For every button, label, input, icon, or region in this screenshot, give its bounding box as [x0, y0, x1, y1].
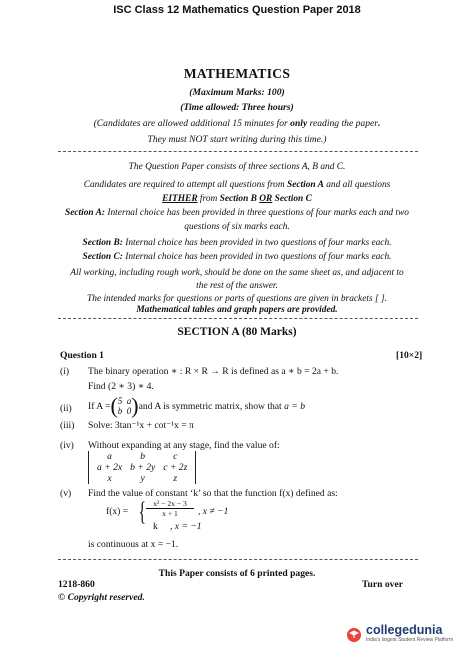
determinant-cell: c [173, 451, 178, 462]
instr-working: All working, including rough work, should be done on the same sheet as, and adjacent to [70, 268, 404, 278]
max-marks: (Maximum Marks: 100) [189, 87, 285, 98]
determinant-row [93, 451, 191, 462]
part-i-text-2: Find (2 ∗ 3) ∗ 4. [88, 381, 154, 392]
instr-attempt: Candidates are required to attempt all questions from Section A and all questions [83, 180, 391, 190]
determinant [88, 451, 196, 484]
determinant-cell: z [173, 473, 178, 484]
determinant-cell: b + 2y [130, 462, 156, 473]
part-ii-number: (ii) [60, 403, 72, 414]
logo-tagline: India's largest Student Review Platform [366, 637, 454, 643]
part-iii-number: (iii) [60, 420, 75, 431]
page-header: ISC Class 12 Mathematics Question Paper 2018 [113, 4, 361, 16]
divider [58, 318, 418, 319]
paper-title: MATHEMATICS [183, 66, 291, 81]
part-ii-text: If A = ( 5 a b 0 ) and A is symmetric matrix, show that a = b [88, 393, 305, 418]
instr-either: EITHER from Section B OR Section C [162, 194, 312, 204]
graduation-cap-icon [346, 626, 362, 642]
divider [58, 559, 418, 560]
reading-time-note: They must NOT start writing during this time.) [147, 134, 327, 145]
determinant-cell: a + 2x [97, 462, 123, 473]
determinant-row [93, 462, 191, 473]
footer-pages: This Paper consists of 6 printed pages. [158, 568, 316, 579]
brace: { [138, 497, 146, 526]
instr-sec-c: Section C: Internal choice has been provided in two questions of four marks each. [82, 252, 392, 262]
determinant-cell: c + 2z [163, 462, 188, 473]
logo-name: collegedunia [366, 623, 443, 637]
piecewise-cond-2: , x = −1 [170, 521, 202, 532]
determinant-row [93, 473, 191, 484]
part-iii-text: Solve: 3tan⁻¹x + cot⁻¹x = π [88, 420, 194, 431]
instr-sections: The Question Paper consists of three sections A, B and C. [128, 162, 346, 172]
copyright: © Copyright reserved. [58, 592, 145, 603]
matrix-a: 5 a b 0 [117, 396, 132, 416]
time-allowed: (Time allowed: Three hours) [180, 102, 294, 113]
instr-sec-a: Section A: Internal choice has been provided in three questions of four marks each and two [65, 208, 409, 218]
section-title: SECTION A (80 Marks) [177, 326, 297, 338]
instr-working-2: the rest of the answer. [196, 281, 278, 291]
determinant-cell: a [107, 451, 112, 462]
divider [58, 151, 418, 152]
part-v-continuity: is continuous at x = −1. [88, 539, 179, 550]
instr-tables: Mathematical tables and graph papers are provided. [136, 305, 338, 315]
reading-time: (Candidates are allowed additional 15 minutes for only reading the paper. [93, 118, 381, 129]
paper-code: 1218-860 [58, 579, 95, 590]
instr-sec-a-2: questions of six marks each. [184, 222, 290, 232]
part-i-number: (i) [60, 366, 70, 377]
question-marks: [10×2] [396, 350, 423, 361]
part-i-text: The binary operation ∗ : R × R → R is defined as a ∗ b = 2a + b. [88, 366, 339, 377]
collegedunia-logo [346, 624, 453, 643]
determinant-cell: b [140, 451, 146, 462]
determinant-cell: y [140, 473, 145, 484]
piecewise-cond-1: , x ≠ −1 [198, 506, 229, 517]
instr-sec-b: Section B: Internal choice has been provided in two questions of four marks each. [82, 238, 392, 248]
piecewise-k: k [153, 521, 158, 532]
instr-marks: The intended marks for questions or parts of questions are given in brackets [ ]. [87, 294, 387, 304]
part-iv-text: Without expanding at any stage, find the value of: [88, 440, 280, 451]
determinant-cell: x [107, 473, 112, 484]
part-v-text: Find the value of constant ‘k’ so that the function f(x) defined as: [88, 488, 338, 499]
piecewise-fraction: x² − 2x − 3 x + 1 [146, 499, 194, 518]
part-v-number: (v) [60, 488, 72, 499]
piecewise-label: f(x) = [106, 506, 129, 517]
part-iv-number: (iv) [60, 440, 74, 451]
turn-over: Turn over [362, 579, 403, 590]
question-label: Question 1 [60, 350, 104, 361]
